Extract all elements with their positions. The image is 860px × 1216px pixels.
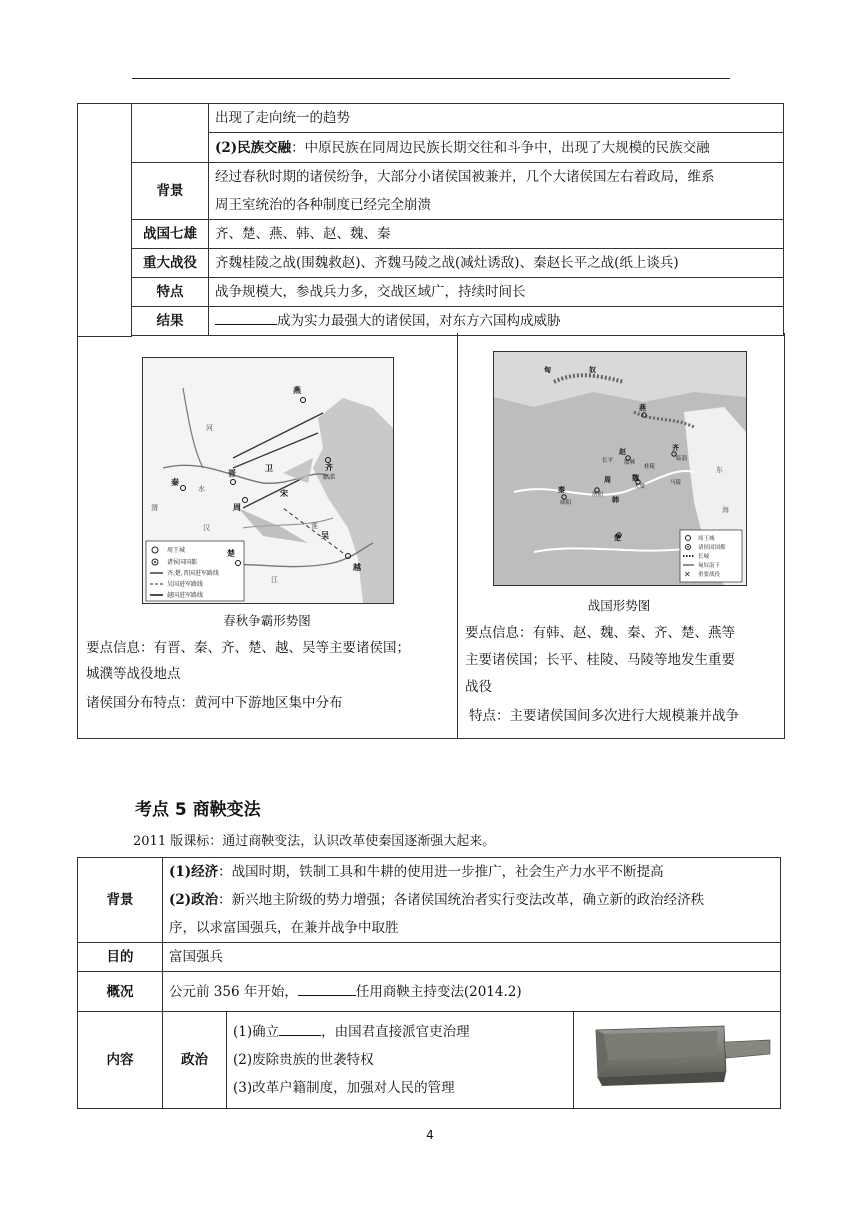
maps-divider xyxy=(457,333,458,738)
map-label-nu: 奴 xyxy=(589,366,596,374)
result-label: 结果 xyxy=(132,307,209,336)
economy-text: ：战国时期，铁制工具和牛耕的使用进一步推广，社会生产力水平不断提高 xyxy=(218,864,664,880)
feature-label: 特点 xyxy=(132,278,209,307)
s5-background-label: 背景 xyxy=(78,858,163,943)
map-label-wei-river: 渭 xyxy=(151,504,158,512)
politics-item-2: (2)废除贵族的世袭特权 xyxy=(233,1052,374,1068)
right-map-caption: 战国形势图 xyxy=(587,598,651,613)
unity-trend-text: 出现了走向统一的趋势 xyxy=(209,104,784,133)
overview-label: 概况 xyxy=(78,972,163,1012)
warring-states-table xyxy=(77,103,784,337)
map-label-he: 河 xyxy=(206,424,213,432)
legend-left-1: 周王城 xyxy=(167,547,186,554)
map-label-handan: 邯郸 xyxy=(624,460,636,466)
politics-category-label: 政治 xyxy=(163,1012,227,1109)
map-label-linzi: 临淄 xyxy=(323,474,336,481)
curriculum-standard: 2011 版课标：通过商鞅变法，认识改革使秦国逐渐强大起来。 xyxy=(133,834,496,849)
map-label-qi: 齐 xyxy=(325,463,333,472)
map-label-zhou: 周 xyxy=(233,503,241,512)
measuring-vessel-image xyxy=(574,1012,781,1098)
seven-states-label: 战国七雄 xyxy=(132,220,209,249)
map-label-qin: 秦 xyxy=(171,478,179,487)
map-label-maling: 马陵 xyxy=(670,480,682,486)
spring-autumn-map-svg xyxy=(143,358,393,603)
warring-states-map-svg xyxy=(494,352,746,585)
map-label-huai: 淮 xyxy=(311,522,318,530)
section-5-title: 考点 5 商鞅变法 xyxy=(135,800,261,820)
politics-label: (2)政治 xyxy=(169,892,219,908)
svg-text:✕: ✕ xyxy=(684,570,691,579)
map-label-yan: 燕 xyxy=(293,386,301,395)
spring-autumn-map xyxy=(142,357,394,604)
map-label-han: 汉 xyxy=(203,524,210,532)
left-map-caption: 春秋争霸形势图 xyxy=(223,613,311,628)
politics-items-cell xyxy=(227,1012,574,1109)
right-map-note-3: 战役 xyxy=(465,679,492,695)
map-label-jin: 晋 xyxy=(228,469,236,478)
legend-right-2: 诸侯国国都 xyxy=(698,545,726,551)
warring-states-map xyxy=(493,351,747,586)
left-map-note-1: 要点信息：有晋、秦、齐、楚、越、吴等主要诸侯国； xyxy=(86,640,410,656)
map-label-hai: 海 xyxy=(722,506,729,514)
item1-blank[interactable] xyxy=(279,1021,321,1036)
map-label-water: 水 xyxy=(198,485,205,493)
purpose-label: 目的 xyxy=(78,943,163,972)
map-label-daliang: 大梁 xyxy=(634,484,646,490)
map-label-zhao: 赵 xyxy=(619,448,626,456)
s5-background-cell xyxy=(163,858,781,943)
left-spacer-cell xyxy=(78,104,132,337)
purpose-text: 富国强兵 xyxy=(163,943,781,972)
left-map-note-2: 城濮等战役地点 xyxy=(86,666,181,682)
map-label-wu: 吴 xyxy=(321,531,329,540)
page-number: 4 xyxy=(426,1128,434,1142)
blank-label-cell xyxy=(132,104,209,163)
shang-yang-table xyxy=(77,857,781,1109)
right-map-note-1: 要点信息：有韩、赵、魏、秦、齐、楚、燕等 xyxy=(465,625,735,641)
map-label-guiling: 桂陵 xyxy=(644,464,656,470)
result-text: 成为实力最强大的诸侯国，对东方六国构成威胁 xyxy=(277,313,561,329)
item1-pre: (1)确立 xyxy=(233,1024,280,1040)
politics-item-3: (3)改革户籍制度，加强对人民的管理 xyxy=(233,1080,455,1096)
seven-states-text: 齐、楚、燕、韩、赵、魏、秦 xyxy=(209,220,784,249)
map-label-wei-r: 魏 xyxy=(632,474,639,482)
feature-text: 战争规模大，参战兵力多，交战区域广，持续时间长 xyxy=(209,278,784,307)
legend-right-5: 重要战役 xyxy=(698,572,721,578)
ethnic-fusion-text: ：中原民族在同周边民族长期交往和斗争中，出现了大规模的民族交融 xyxy=(291,139,710,156)
map-label-zhou-r: 周 xyxy=(604,476,611,484)
background-line-2: 周王室统治的各种制度已经完全崩溃 xyxy=(215,197,431,213)
map-label-dong: 东 xyxy=(716,466,723,474)
map-label-qin-r: 秦 xyxy=(558,486,565,494)
map-label-xianyang: 咸阳 xyxy=(560,500,572,506)
overview-post: 任用商鞅主持变法(2014.2) xyxy=(355,983,522,1000)
right-map-note-4: 特点：主要诸侯国间多次进行大规模兼并战争 xyxy=(469,708,739,724)
legend-left-2: 诸侯国国都 xyxy=(167,559,198,566)
politics-text-1: ：新兴地主阶级的势力增强；各诸侯国统治者实行变法改革，确立新的政治经济秩 xyxy=(218,892,705,908)
map-label-wei: 卫 xyxy=(265,464,273,473)
politics-line-2: 序，以求富国强兵，在兼并战争中取胜 xyxy=(169,920,399,936)
result-cell xyxy=(209,307,784,336)
ethnic-fusion-cell xyxy=(209,133,784,163)
map-label-han-r: 韩 xyxy=(612,496,619,504)
battles-label: 重大战役 xyxy=(132,249,209,278)
map-label-yue: 越 xyxy=(353,563,361,572)
politics-line-1 xyxy=(169,886,774,914)
header-rule xyxy=(132,78,730,79)
map-label-changping: 长平 xyxy=(602,458,614,464)
battles-text: 齐魏桂陵之战(围魏救赵)、齐魏马陵之战(减灶诱敌)、秦赵长平之战(纸上谈兵) xyxy=(209,249,784,278)
map-label-jiang: 江 xyxy=(271,576,278,584)
background-label: 背景 xyxy=(132,163,209,220)
economy-line xyxy=(169,858,774,886)
map-label-yan-r: 燕 xyxy=(639,404,646,412)
right-map-note-2: 主要诸侯国；长平、桂陵、马陵等地发生重要 xyxy=(465,652,735,668)
result-blank[interactable] xyxy=(215,310,277,325)
artifact-image-cell xyxy=(574,1012,781,1109)
legend-left-5: 越国进军路线 xyxy=(167,592,204,599)
map-label-chu: 楚 xyxy=(227,549,235,558)
economy-label: (1)经济 xyxy=(169,864,219,880)
ethnic-fusion-label: (2)民族交融 xyxy=(215,139,292,156)
politics-item-1 xyxy=(233,1018,567,1046)
content-label: 内容 xyxy=(78,1012,163,1109)
overview-pre: 公元前 356 年开始， xyxy=(169,983,298,1000)
background-cell xyxy=(209,163,784,220)
map-label-song: 宋 xyxy=(280,489,288,498)
overview-blank[interactable] xyxy=(298,981,356,996)
map-label-xiong: 匈 xyxy=(544,366,551,374)
map-label-chu-r: 楚 xyxy=(614,534,621,542)
legend-left-4: 吴国进军路线 xyxy=(167,581,204,588)
map-label-qi-r: 齐 xyxy=(672,444,679,452)
map-label-linzi-r: 临淄 xyxy=(676,456,688,462)
left-map-note-3: 诸侯国分布特点：黄河中下游地区集中分布 xyxy=(86,695,343,711)
overview-cell xyxy=(163,972,781,1012)
legend-right-1: 周王城 xyxy=(698,536,715,542)
map-label-luoyang: 洛阳 xyxy=(592,492,604,498)
legend-right-3: 长城 xyxy=(698,554,710,560)
item1-post: ，由国君直接派官吏治理 xyxy=(321,1024,470,1040)
legend-left-3: 齐,楚,晋国进军路线 xyxy=(167,570,219,577)
background-line-1: 经过春秋时期的诸侯纷争，大部分小诸侯国被兼并，几个大诸侯国左右着政局，维系 xyxy=(215,169,715,185)
legend-right-4: 匈奴南下 xyxy=(698,563,721,569)
